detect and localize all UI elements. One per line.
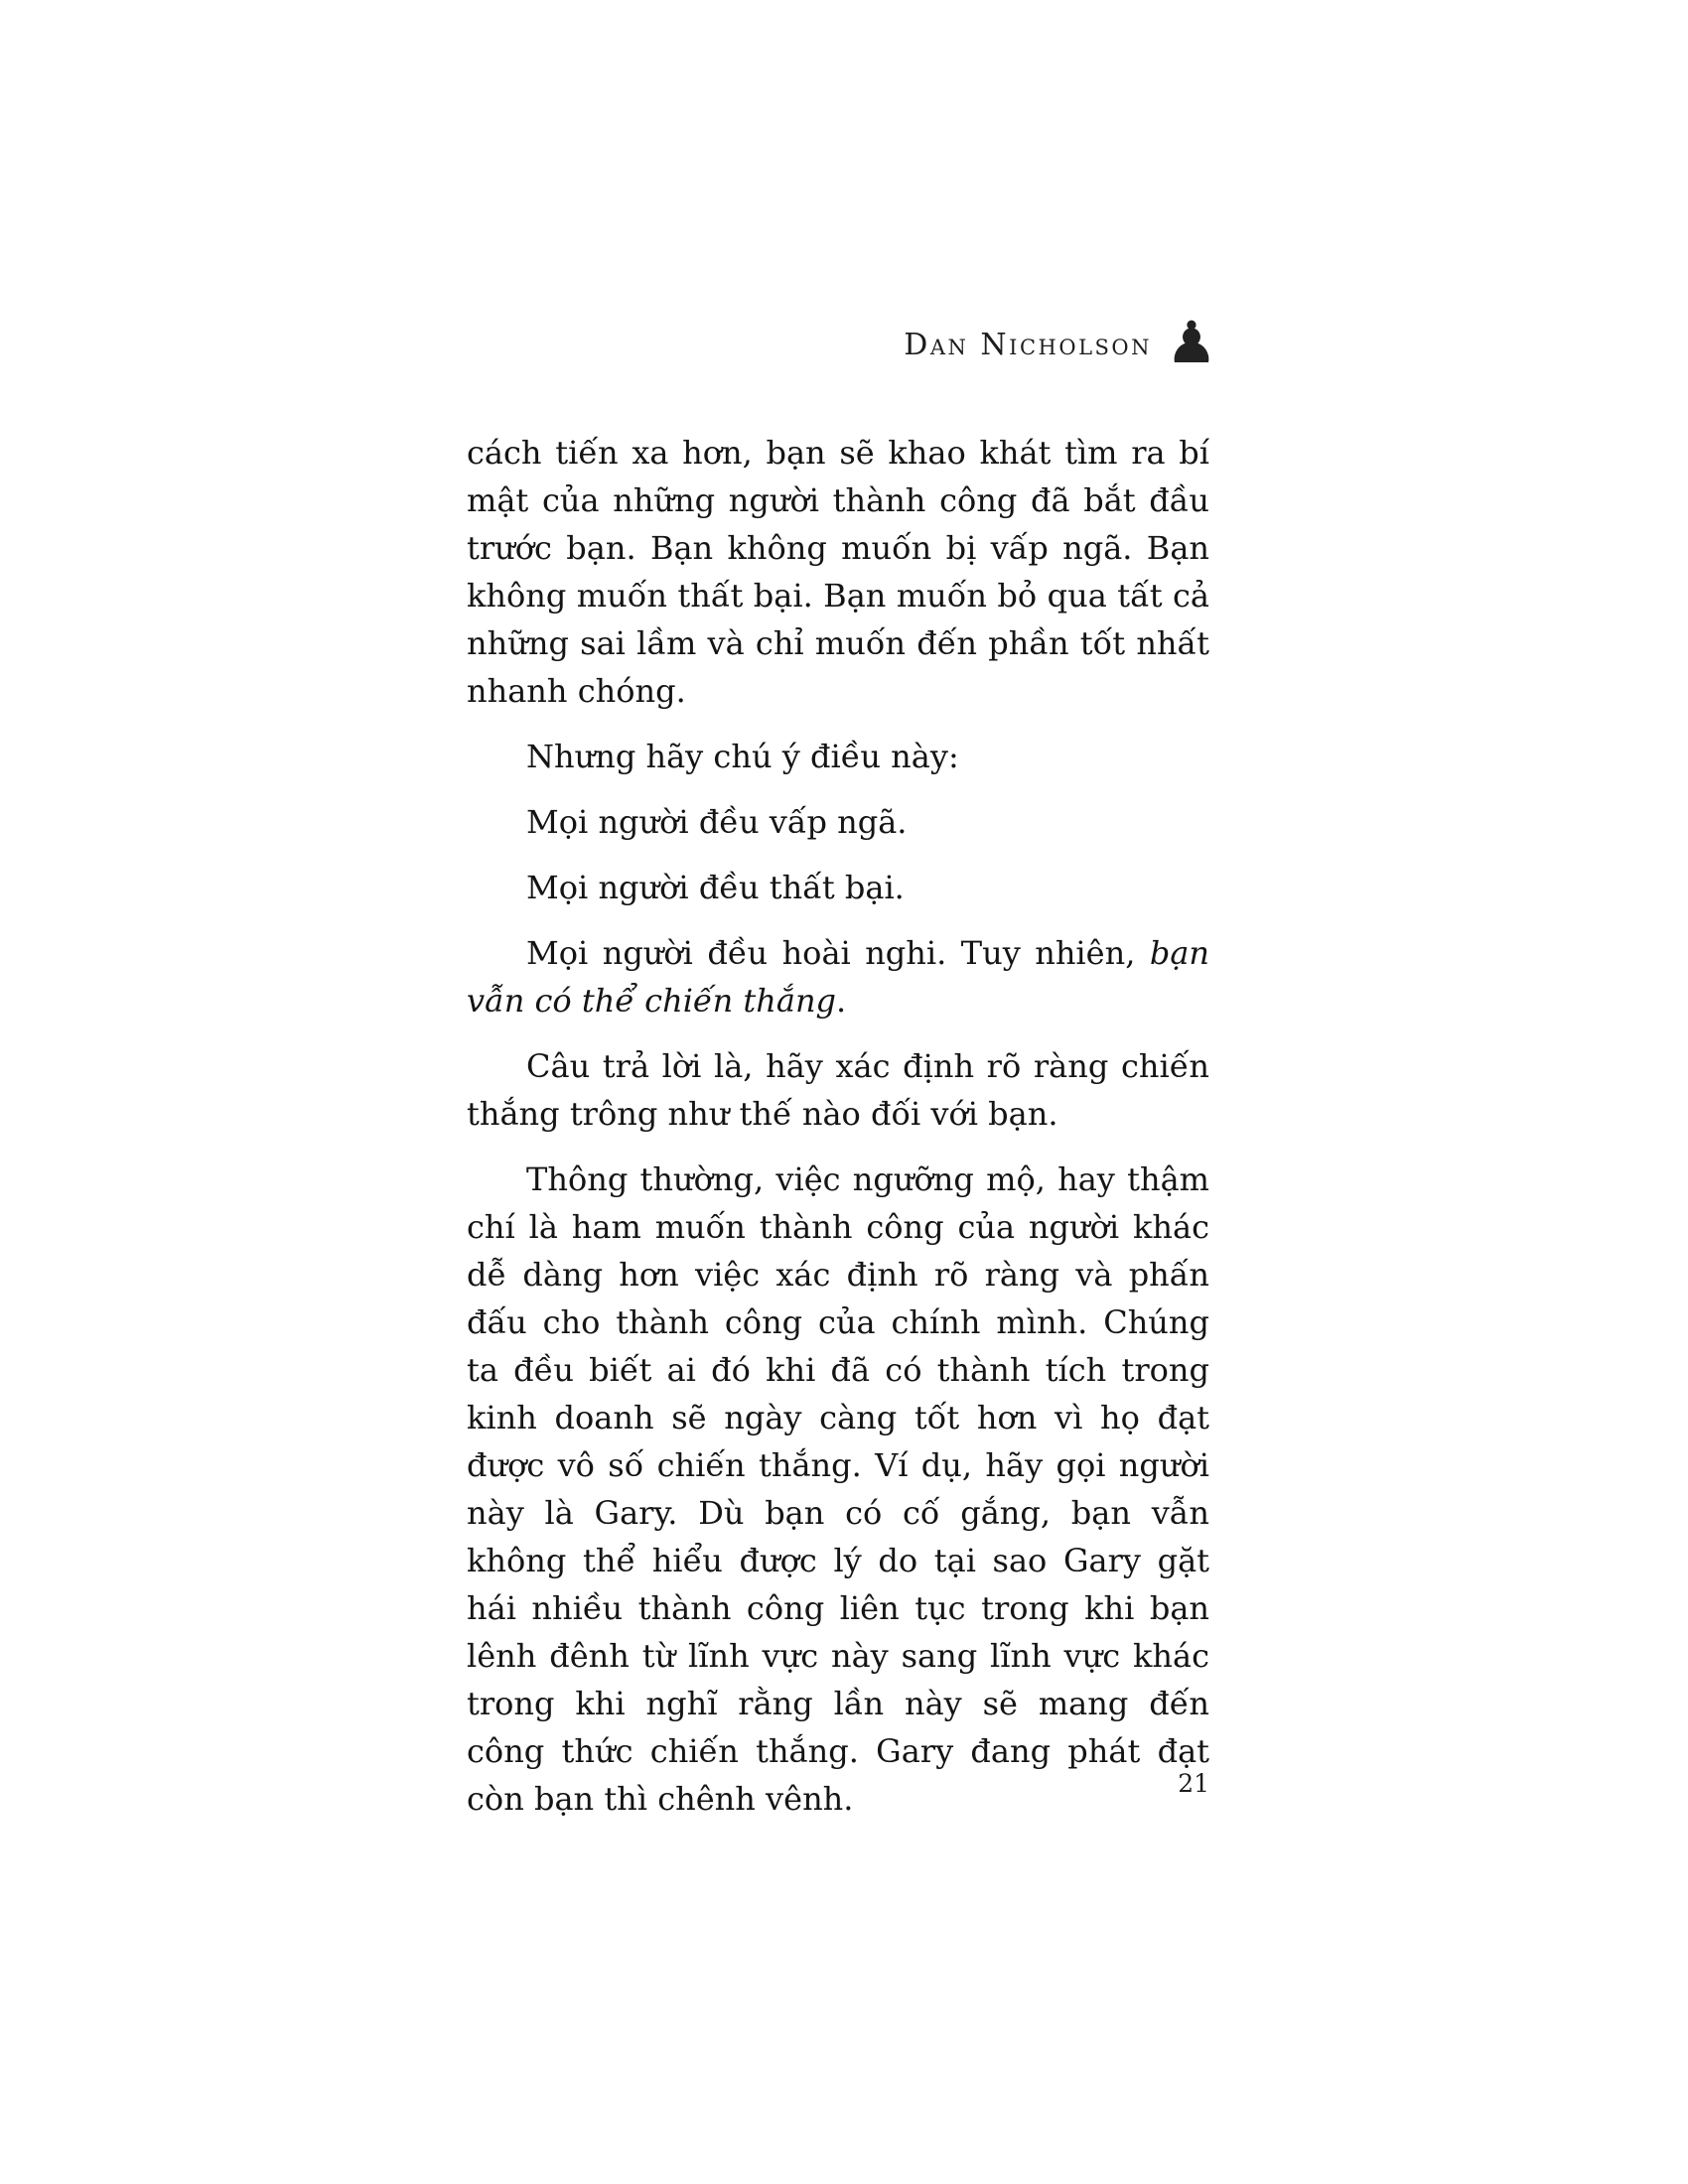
paragraph-4: Mọi người đều thất bại.: [526, 869, 905, 906]
body-text: [467, 429, 1209, 1841]
paragraph-5-text: Mọi người đều hoài nghi. Tuy nhiên,: [526, 934, 1150, 972]
author-name: Dan Nicholson: [904, 327, 1152, 362]
paragraph-5-period: .: [836, 982, 847, 1020]
chess-piece-icon: ♟: [1166, 309, 1217, 376]
page-number: 21: [1178, 1769, 1209, 1798]
paragraph-2: Nhưng hãy chú ý điều này:: [526, 738, 959, 775]
paragraph-1: cách tiến xa hơn, bạn sẽ khao khát tìm ra bí mật của những người thành công đã bắt đầu trước bạn. Bạn không muốn bị vấp ngã. Bạn không muốn thất bại. Bạn muốn bỏ qua tất cả những sai lầm và chỉ muốn đến phần tốt nhất nhanh chóng.: [467, 434, 1209, 710]
paragraph-5-italic: bạn vẫn có thể chiến thắng: [467, 934, 1209, 1020]
page-header: [467, 309, 1217, 376]
paragraph-3: Mọi người đều vấp ngã.: [526, 803, 908, 841]
paragraph-5: [467, 929, 1209, 1024]
paragraph-6: Câu trả lời là, hãy xác định rõ ràng chiến thắng trông như thế nào đối với bạn.: [467, 1047, 1209, 1133]
paragraph-7: Thông thường, việc ngưỡng mộ, hay thậm chí là ham muốn thành công của người khác dễ dàng hơn việc xác định rõ ràng và phấn đấu cho thành công của chính mình. Chúng ta đều biết ai đó khi đã có thành tích trong kinh doanh sẽ ngày càng tốt hơn vì họ đạt được vô số chiến thắng. Ví dụ, hãy gọi người này là Gary. Dù bạn có cố gắng, bạn vẫn không thể hiểu được lý do tại sao Gary gặt hái nhiều thành công liên tục trong khi bạn lênh đênh từ lĩnh vực này sang lĩnh vực khác trong khi nghĩ rằng lần này sẽ mang đến công thức chiến thắng. Gary đang phát đạt còn bạn thì chênh vênh.: [467, 1160, 1209, 1818]
